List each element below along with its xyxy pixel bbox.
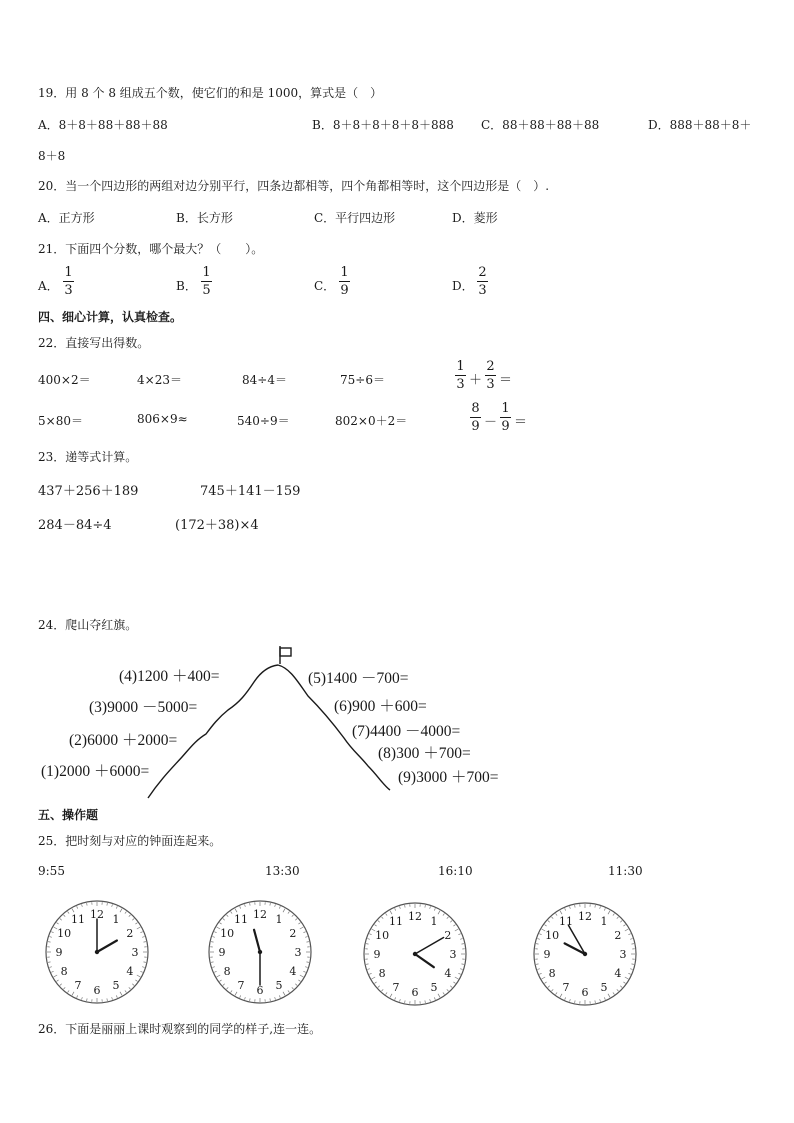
mountain-step-3: (3)9000 －5000=: [89, 699, 198, 716]
fraction-denominator: 9: [501, 419, 510, 434]
section-4-heading: 四、细心计算，认真检查。: [38, 310, 183, 324]
clock-number: 2: [614, 929, 622, 942]
q19-option-a: A．8＋8＋88＋88＋88: [38, 118, 168, 132]
clock-number: 8: [223, 965, 231, 978]
clock-number: 12: [253, 908, 267, 921]
clock-number: 6: [581, 986, 589, 999]
fraction-bar: [500, 417, 511, 418]
q20-option-b: B．长方形: [176, 211, 233, 225]
q22-frac1-operator: ＋: [469, 373, 483, 388]
q22-frac1-right: [485, 359, 496, 392]
fraction-bar: [477, 281, 488, 282]
q20-option-d: D．菱形: [452, 211, 498, 225]
clock-number: 10: [57, 927, 72, 940]
clock-number: 12: [408, 910, 422, 923]
q22-frac2-operator: －: [484, 415, 498, 430]
fraction-bar: [455, 375, 466, 376]
mountain-step-6: (6)900 ＋600=: [334, 698, 427, 715]
q20-option-c: C．平行四边形: [314, 211, 396, 225]
clock-center: [95, 950, 99, 954]
fraction-numerator: 1: [64, 265, 73, 280]
clock-number: 8: [60, 965, 68, 978]
fraction-denominator: 9: [340, 283, 349, 298]
clock-number: 7: [74, 978, 82, 992]
q19-option-b: B．8＋8＋8＋8＋8＋888: [312, 118, 454, 132]
clock-number: 11: [389, 915, 403, 929]
q22-title: 22．直接写出得数。: [38, 336, 150, 350]
flag-icon: [280, 648, 291, 656]
clock-number: 11: [559, 915, 573, 929]
clock-svg: [42, 897, 152, 1007]
q19-option-d: D．888＋88＋8＋: [648, 118, 752, 132]
q21-option-d-label: D．: [452, 279, 474, 293]
clock-number: 4: [289, 965, 297, 978]
q19-question: 19．用 8 个 8 组成五个数，使它们的和是 1000，算式是（ ）: [38, 86, 383, 100]
q21-option-a-fraction: [63, 265, 74, 298]
q23-title: 23．递等式计算。: [38, 450, 138, 464]
fraction-numerator: 1: [456, 359, 465, 374]
fraction-denominator: 3: [478, 283, 487, 298]
clock-number: 4: [126, 965, 134, 978]
time-label-4: 11:30: [608, 864, 643, 878]
clock-svg: [205, 897, 315, 1007]
q21-question: 21．下面四个分数，哪个最大？（ ）。: [38, 242, 264, 256]
fraction-numerator: 8: [471, 401, 480, 416]
fraction-numerator: 2: [478, 265, 487, 280]
clock-number: 7: [562, 980, 570, 994]
fraction-bar: [63, 281, 74, 282]
mountain-step-9: (9)3000 ＋700=: [398, 769, 499, 786]
clock-number: 12: [90, 908, 104, 921]
clock-number: 9: [543, 948, 551, 961]
time-label-2: 13:30: [265, 864, 300, 878]
clock-svg: [360, 899, 470, 1009]
fraction-numerator: 2: [486, 359, 495, 374]
fraction-bar: [339, 281, 350, 282]
q21-option-b-fraction: [201, 265, 212, 298]
mountain-step-1: (1)2000 ＋6000=: [41, 763, 150, 780]
clock-number: 1: [600, 915, 608, 929]
q21-option-a-label: A．: [38, 279, 59, 293]
clock-number: 3: [449, 948, 457, 961]
clock-center: [258, 950, 262, 954]
clock-number: 5: [430, 980, 438, 994]
mountain-step-8: (8)300 ＋700=: [378, 745, 471, 762]
fraction-bar: [201, 281, 212, 282]
q21-option-d-fraction: [477, 265, 488, 298]
fraction-bar: [485, 375, 496, 376]
fraction-denominator: 9: [471, 419, 480, 434]
q20-option-a: A．正方形: [38, 211, 95, 225]
fraction-numerator: 1: [501, 401, 510, 416]
time-label-3: 16:10: [438, 864, 473, 878]
clock-number: 6: [256, 984, 264, 997]
q22-item-6: 806×9≈: [137, 412, 188, 426]
clock-number: 1: [430, 915, 438, 929]
q22-frac2-equals: ＝: [514, 415, 528, 430]
clock-number: 9: [55, 946, 63, 959]
clock-number: 4: [444, 967, 452, 980]
q21-option-b-label: B．: [176, 279, 197, 293]
fraction-denominator: 5: [202, 283, 211, 298]
q22-item-7: 540÷9＝: [237, 414, 290, 428]
clock-number: 1: [112, 913, 120, 927]
clock-number: 2: [126, 927, 134, 940]
q20-question: 20．当一个四边形的两组对边分别平行，四条边都相等，四个角都相等时，这个四边形是（ ）.: [38, 179, 550, 193]
clock-number: 2: [289, 927, 297, 940]
clock-face-2[interactable]: [205, 897, 315, 1007]
q22-frac2-right: [500, 401, 511, 434]
q26-title: 26．下面是丽丽上课时观察到的同学的样子,连一连。: [38, 1022, 322, 1036]
clock-number: 4: [614, 967, 622, 980]
clock-number: 6: [411, 986, 419, 999]
clock-number: 5: [600, 980, 608, 994]
fraction-bar: [470, 417, 481, 418]
q23-item-1: 437＋256＋189: [38, 484, 139, 499]
clock-number: 3: [131, 946, 139, 959]
clock-number: 9: [218, 946, 226, 959]
clock-number: 8: [378, 967, 386, 980]
clock-number: 9: [373, 948, 381, 961]
q22-item-3: 84÷4＝: [242, 373, 287, 387]
clock-number: 8: [548, 967, 556, 980]
clock-number: 5: [112, 978, 120, 992]
clock-svg: [530, 899, 640, 1009]
q22-item-2: 4×23＝: [137, 373, 182, 387]
clock-face-3[interactable]: [360, 899, 470, 1009]
q19-option-c: C．88＋88＋88＋88: [481, 118, 600, 132]
q22-frac1-left: [455, 359, 466, 392]
q23-item-4: (172＋38)×4: [175, 518, 259, 533]
q21-option-c-fraction: [339, 265, 350, 298]
fraction-denominator: 3: [64, 283, 73, 298]
section-5-heading: 五、操作题: [38, 808, 99, 822]
clock-number: 2: [444, 929, 452, 942]
q22-item-1: 400×2＝: [38, 373, 91, 387]
fraction-numerator: 1: [340, 265, 349, 280]
clock-number: 10: [375, 929, 390, 942]
clock-center: [413, 952, 417, 956]
fraction-numerator: 1: [202, 265, 211, 280]
clock-number: 5: [275, 978, 283, 992]
time-label-1: 9:55: [38, 864, 65, 878]
clock-face-4[interactable]: [530, 899, 640, 1009]
clock-number: 12: [578, 910, 592, 923]
q22-item-4: 75÷6＝: [340, 373, 385, 387]
clock-face-1[interactable]: [42, 897, 152, 1007]
clock-number: 7: [392, 980, 400, 994]
mountain-step-5: (5)1400 －700=: [308, 670, 409, 687]
clock-number: 10: [545, 929, 560, 942]
fraction-denominator: 3: [486, 377, 495, 392]
q25-title: 25．把时刻与对应的钟面连起来。: [38, 834, 222, 848]
q23-item-3: 284－84÷4: [38, 518, 112, 533]
q23-item-2: 745＋141－159: [200, 484, 301, 499]
q22-frac2-left: [470, 401, 481, 434]
q22-item-8: 802×0＋2＝: [335, 414, 408, 428]
mountain-step-7: (7)4400 －4000=: [352, 723, 461, 740]
clock-number: 6: [93, 984, 101, 997]
q19-option-d-continued: 8＋8: [38, 149, 66, 163]
clock-number: 1: [275, 913, 283, 927]
mountain-step-2: (2)6000 ＋2000=: [69, 732, 178, 749]
mountain-step-4: (4)1200 ＋400=: [119, 668, 220, 685]
q24-title: 24．爬山夺红旗。: [38, 618, 138, 632]
clock-number: 11: [71, 913, 85, 927]
clock-number: 3: [619, 948, 627, 961]
clock-number: 10: [220, 927, 235, 940]
clock-number: 7: [237, 978, 245, 992]
q21-option-c-label: C．: [314, 279, 336, 293]
clock-center: [583, 952, 587, 956]
q22-frac1-equals: ＝: [499, 373, 513, 388]
q22-item-5: 5×80＝: [38, 414, 83, 428]
fraction-denominator: 3: [456, 377, 465, 392]
clock-number: 11: [234, 913, 248, 927]
clock-number: 3: [294, 946, 302, 959]
